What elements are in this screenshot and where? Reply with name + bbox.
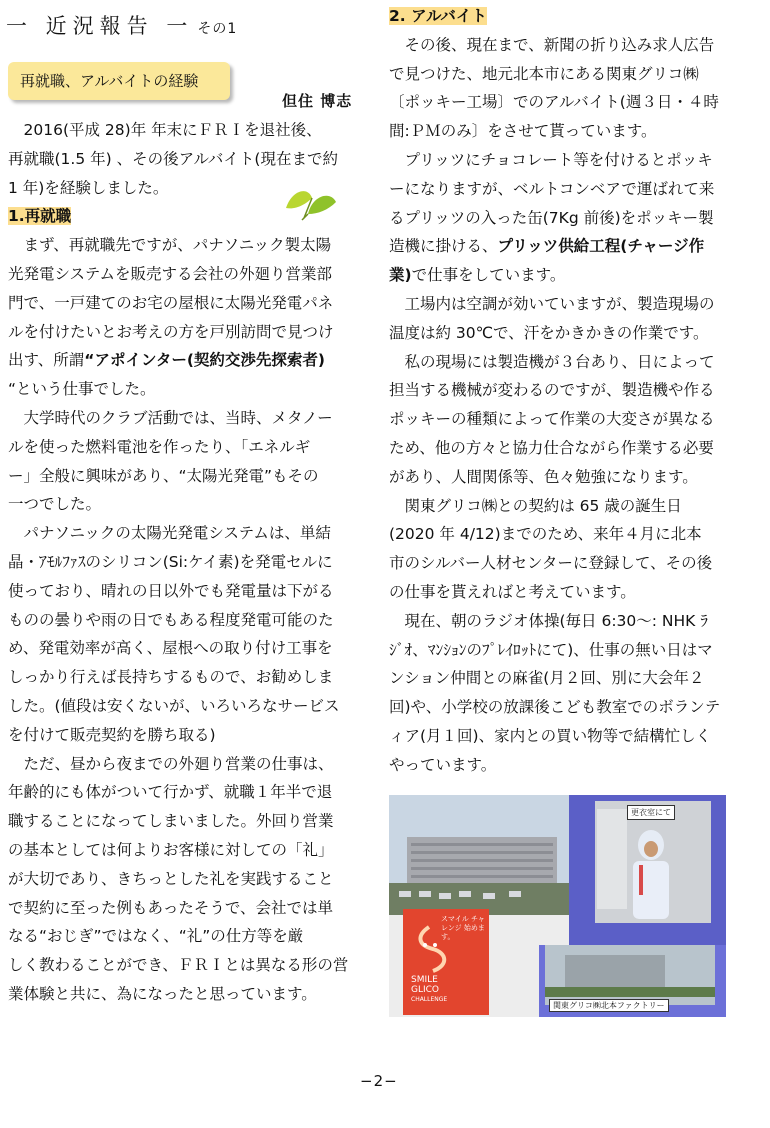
right-column <box>389 2 734 780</box>
text-line: 職することになってしまいました。外回り営業 <box>8 812 334 831</box>
header-subtitle: その1 <box>197 21 238 37</box>
text-line: 〔ポッキー工場〕でのアルバイト(週３日・４時 <box>389 93 719 112</box>
text-segment: 造機に掛ける、 <box>389 237 498 256</box>
bold-term-appointer: “アポインター(契約交渉先探索者) <box>84 351 326 370</box>
label-factory: 関東グリコ㈱北本ファクトリー <box>549 999 669 1012</box>
text-line: 温度は約 30℃で、汗をかきかきの作業です。 <box>389 323 709 342</box>
text-line: (2020 年 4/12)までのため、来年４月に北本 <box>389 525 702 544</box>
text-line: があり、人間関係等、色々勉強になります。 <box>389 467 698 486</box>
poster-line-2: GLICO <box>411 985 440 995</box>
text-line: パナソニックの太陽光発電システムは、単結 <box>23 524 331 543</box>
section-heading-2: 2. アルバイト <box>389 7 487 25</box>
text-line: 光発電システムを販売する会社の外廻り営業部 <box>8 264 332 283</box>
text-line: め、発電効率が高く、屋根への取り付け工事を <box>8 639 333 658</box>
text-line: 門で、一戸建てのお宅の屋根に太陽光発電パネ <box>8 293 334 312</box>
text-line: ｼﾞｵ、ﾏﾝｼｮﾝのﾌﾟﾚｲﾛｯﾄにて)、仕事の無い日はマ <box>389 640 713 659</box>
text-line: 大学時代のクラブ活動では、当時、メタノー <box>23 408 333 427</box>
poster-tagline: スマイル チャレンジ 始めます。 <box>441 915 485 941</box>
section-heading-1: 1.再就職 <box>8 207 72 226</box>
text-line: 私の現場には製造機が３台あり、日によって <box>404 352 715 371</box>
bold-term-pretz-supply: プリッツ供給工程(チャージ作 <box>497 237 705 256</box>
poster-line-1: SMILE <box>411 975 438 985</box>
header-title: 一 近況報告 一 <box>6 14 194 38</box>
text-line: ー」全般に興味があり、“太陽光発電”もその <box>8 466 319 485</box>
text-line: 間:ＰＭのみ〕をさせて貰っています。 <box>389 122 657 141</box>
text-line: 業体験と共に、為になったと思っています。 <box>8 984 317 1003</box>
text-line: “という仕事でした。 <box>8 380 156 399</box>
text-line: ただ、昼から夜までの外廻り営業の仕事は、 <box>23 754 334 773</box>
text-line: を付けて販売契約を勝ち取る) <box>8 725 216 744</box>
text-line: ルを付けたいとお考えの方を戸別訪問で見つけ <box>8 322 334 341</box>
text-line: 回)や、小学校の放課後こども教室でのボランテ <box>389 698 721 717</box>
text-line: の仕事を貰えればと考えています。 <box>389 582 636 601</box>
text-line: で契約に至った例もあったそうで、会社では単 <box>8 898 334 917</box>
page-header <box>6 10 237 40</box>
text-line: 担当する機械が変わるのですが、製造機や作る <box>389 381 715 400</box>
worker-uniform <box>633 861 669 919</box>
text-segment: で仕事をしています。 <box>411 266 566 285</box>
text-line: 市のシルバー人材センターに登録して、その後 <box>389 554 713 573</box>
text-line: の基本としては何よりお客様に対しての「礼」 <box>8 840 334 859</box>
poster-line-3: CHALLENGE <box>411 996 448 1003</box>
text-line: ポッキーの種類によって作業の大変さが異なる <box>389 410 715 429</box>
text-line: で見つけた、地元北本市にある関東グリコ㈱ <box>389 64 699 83</box>
text-line: が大切であり、きちっとした礼を実践すること <box>8 869 334 888</box>
text-line: 一つでした。 <box>8 495 102 514</box>
photo-collage <box>389 795 726 1017</box>
text-line: やっています。 <box>389 755 497 774</box>
author-name: 但住 博志 <box>282 92 353 110</box>
text-line: 年齢的にも体がついて行かず、就職１年半で退 <box>8 783 333 802</box>
left-column <box>8 116 353 1009</box>
text-line: なる“おじぎ”ではなく、“礼”の仕方等を厳 <box>8 927 304 946</box>
text-line: しっかり行えば長持ちするもので、お勧めしま <box>8 668 334 687</box>
poster-title <box>411 975 447 1005</box>
text-line: 工場内は空調が効いていますが、製造現場の <box>404 294 715 313</box>
text-line: 使っており、晴れの日以外でも発電量は下がる <box>8 581 334 600</box>
text-line: ィア(月１回)、家内との買い物等で結構忙しく <box>389 726 712 745</box>
text-line: 関東グリコ㈱との契約は 65 歳の誕生日 <box>404 496 682 515</box>
text-line: 晶・ｱﾓﾙﾌｧｽのシリコン(Si:ケイ素)を発電セルに <box>8 552 333 571</box>
text-line: 再就職(1.5 年) 、その後アルバイト(現在まで約 <box>8 149 338 168</box>
text-line: した。(値段は安くないが、いろいろなサービス <box>8 696 340 715</box>
text-line: しく教わることができ、ＦＲＩとは異なる形の営 <box>8 956 349 975</box>
page-number: −2− <box>360 1072 398 1090</box>
text-line: 2016(平成 28)年 年末にＦＲＩを退社後、 <box>23 121 322 139</box>
text-segment: 出す、所謂 <box>8 351 85 370</box>
text-line: ンション仲間との麻雀(月２回、別に大会年２ <box>389 669 705 688</box>
text-line: 1 年)を経験しました。 <box>8 178 169 197</box>
text-line: 現在、朝のラジオ体操(毎日 6:30〜: NHK ﾗ <box>404 611 709 630</box>
text-line: プリッツにチョコレート等を付けるとポッキ <box>404 150 713 169</box>
text-line: ため、他の方々と協力仕合ながら作業する必要 <box>389 438 714 457</box>
text-line: ものの曇りや雨の日でもある程度発電可能のた <box>8 610 334 629</box>
bold-term-charge-work: 業) <box>389 266 412 285</box>
text-line: まず、再就職先ですが、パナソニック製太陽 <box>23 236 332 255</box>
article-title-box: 再就職、アルバイトの経験 <box>8 62 230 100</box>
text-line: その後、現在まで、新聞の折り込み求人広告 <box>404 35 715 54</box>
label-changing-room: 更衣室にて <box>627 805 675 820</box>
text-line: ーになりますが、ベルトコンベアで運ばれて来 <box>389 179 715 198</box>
text-line: るプリッツの入った缶(7Kg 前後)をポッキー製 <box>389 208 714 227</box>
text-line: ルを使った燃料電池を作ったり、「エネルギ <box>8 437 311 456</box>
